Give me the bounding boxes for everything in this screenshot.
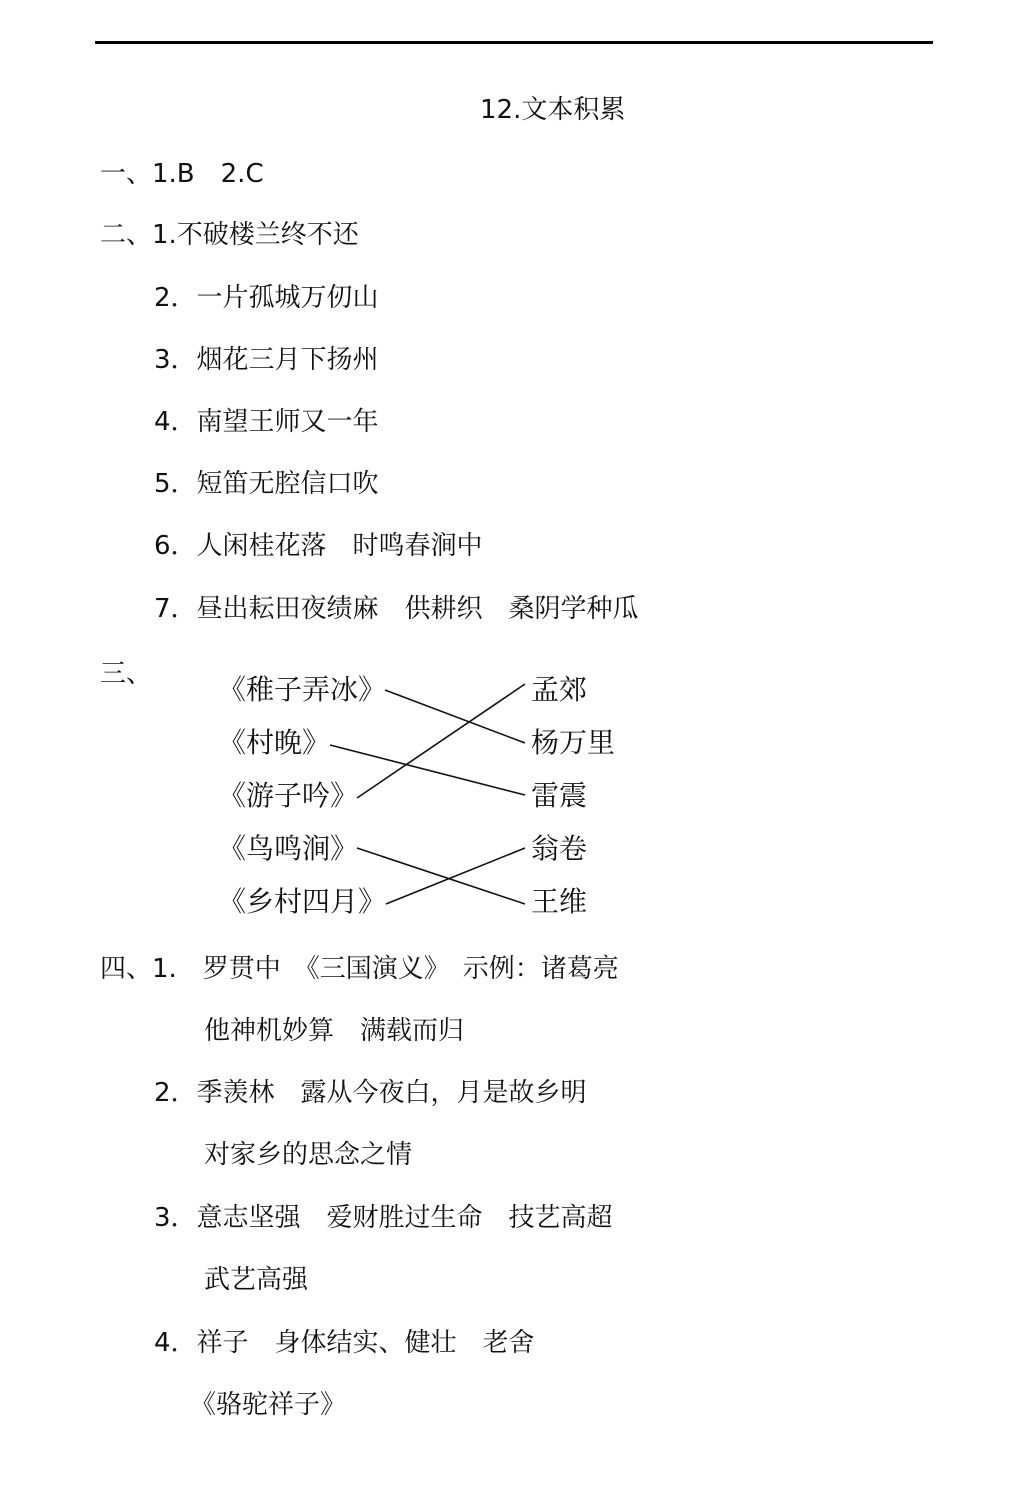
answer-line: 4．南望王师又一年	[154, 407, 379, 437]
work-title: 《稚子弄冰》	[218, 673, 387, 706]
answer-section-1: 一、1.B 2.C	[100, 159, 264, 189]
work-title: 《村晚》	[218, 726, 331, 759]
answer-line: 2．季羡林 露从今夜白，月是故乡明	[154, 1078, 587, 1108]
work-title: 《鸟鸣涧》	[218, 832, 359, 865]
author-name: 翁卷	[531, 832, 588, 865]
match-line	[386, 848, 525, 904]
answer-line: 3．烟花三月下扬州	[154, 345, 379, 375]
answer-section-4-q1: 四、1. 罗贯中 《三国演义》 示例：诸葛亮	[100, 954, 619, 984]
answer-line: 《骆驼祥子》	[190, 1390, 347, 1420]
answer-line: 4．祥子 身体结实、健壮 老舍	[154, 1328, 535, 1358]
work-title: 《游子吟》	[218, 779, 359, 812]
answer-section-2-header: 二、1.不破楼兰终不还	[100, 220, 359, 250]
page-title: 12.文本积累	[480, 95, 626, 125]
answer-section-3-header: 三、	[100, 659, 153, 689]
answer-line: 2．一片孤城万仞山	[154, 283, 379, 313]
answer-line: 对家乡的思念之情	[204, 1140, 413, 1170]
answer-line: 6．人闲桂花落 时鸣春涧中	[154, 531, 483, 561]
match-line	[330, 745, 525, 795]
author-name: 孟郊	[531, 673, 588, 706]
author-name: 杨万里	[531, 726, 616, 759]
answer-line: 3．意志坚强 爱财胜过生命 技艺高超	[154, 1203, 613, 1233]
work-title: 《乡村四月》	[218, 885, 387, 918]
answer-line: 他神机妙算 满载而归	[204, 1016, 465, 1046]
answer-line: 7．昼出耘田夜绩麻 供耕织 桑阴学种瓜	[154, 594, 639, 624]
answer-line: 5．短笛无腔信口吹	[154, 469, 379, 499]
answer-line: 武艺高强	[204, 1265, 309, 1295]
author-name: 王维	[531, 885, 588, 918]
author-name: 雷震	[531, 779, 588, 812]
